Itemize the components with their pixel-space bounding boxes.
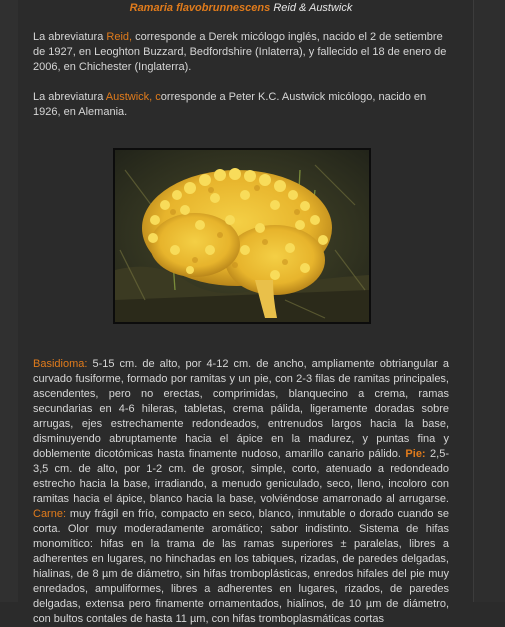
article-content bbox=[33, 0, 449, 625]
species-description bbox=[33, 357, 449, 627]
species-authors: Reid & Austwick bbox=[273, 2, 353, 14]
austwick-prefix: La abreviatura bbox=[33, 91, 104, 103]
reid-link[interactable]: Reid, bbox=[106, 31, 133, 43]
reid-paragraph bbox=[33, 30, 449, 75]
species-title bbox=[33, 1, 449, 15]
reid-text: corresponde a Derek micólogo inglés, nacido el 2 de setiembre de 1927, en Leoghton Buzzard, Bedfordshire (Inlaterra), y fallecido el 18 de enero de 2006, en Chichester (Inglaterra). bbox=[33, 31, 447, 73]
pie-text: 2,5-3,5 cm. de alto, por 1-2 cm. de grosor, simple, corto, atenuado a redondeado estrecho hacia la base, irradiando, a menudo geniculado, seco, lleno, incoloro con ramitas hacia el ápice, blanco hacia la base, volviéndose amarronado al arrugarse. bbox=[33, 448, 449, 505]
austwick-text: orresponde a Peter K.C. Austwick micólogo, nacido en 1926, en Alemania. bbox=[33, 91, 427, 118]
austwick-paragraph bbox=[33, 90, 449, 120]
fungus-photo-image bbox=[115, 150, 369, 322]
fungus-photo bbox=[113, 148, 371, 324]
pie-label: Pie: bbox=[405, 448, 426, 460]
species-name: Ramaria flavobrunnescens bbox=[129, 2, 271, 14]
carne-text: muy frágil en frío, compacto en seco, blanco, inmutable o dorado cuando se corta. Olor muy moderadamente aromático; sabor indistinto. Sistema de hifas monomítico: hifas en la trama de las ramas superiores ± paralelas, libres a adherentes en lugares, no hinchadas en los tabiques, rizadas, de paredes delgadas, hialinas, de 8 µm de diámetro, sin hifas tromboplásticas, enredos hifales del pie muy enredados, ampuliformes, libres a adherentes en lugares, rizados, de paredes delgadas, extensa pero finamente ornamentados, hialinos, de 10 µm de diámetro, con bultos contales de hasta 11 µm, con hifas tromboplasmáticas cortas bbox=[33, 508, 449, 625]
basidioma-text: 5-15 cm. de alto, por 4-12 cm. de ancho, ampliamente obtriangular a curvado fusiforme, formado por ramitas y un pie, con 2-3 filas de ramitas principales, ascendentes, pero no erectas, comprimidas, blanquecino a crema, ramas secundarias en 4-6 hileras, tabletas, crema pálida, ligeramente doradas sobre arrugas, ejes estrechamente redondeados, entrenudos largos hacia la base, disminuyendo abruptamente hacia el ápice en la madurez, y puntas fina y doblemente dicotómicas hasta finamente nudoso, amarillo canario pálido. bbox=[33, 358, 449, 460]
carne-label: Carne: bbox=[33, 508, 67, 520]
right-sidebar bbox=[473, 0, 505, 602]
left-margin bbox=[0, 0, 18, 602]
austwick-link[interactable]: Austwick, c bbox=[105, 91, 161, 103]
basidioma-label: Basidioma: bbox=[33, 358, 88, 370]
reid-prefix: La abreviatura bbox=[33, 31, 104, 43]
